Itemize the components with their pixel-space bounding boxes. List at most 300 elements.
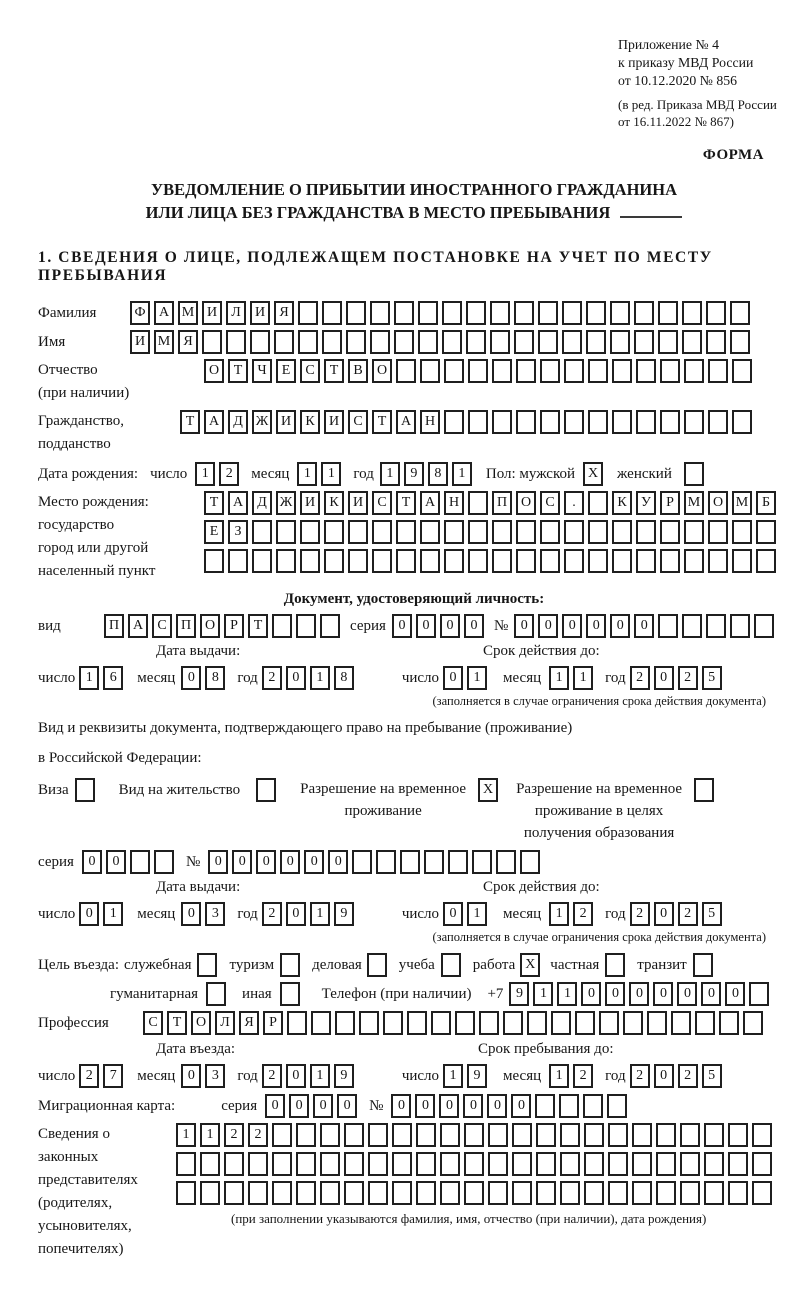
- profession-cell[interactable]: [719, 1011, 739, 1035]
- expiry-year-cell[interactable]: 0: [654, 666, 674, 690]
- entry-month-cell[interactable]: 3: [205, 1064, 225, 1088]
- visa-checkbox[interactable]: [75, 778, 95, 802]
- representatives-row3-cell[interactable]: [560, 1181, 580, 1205]
- phone-cell[interactable]: 0: [629, 982, 649, 1006]
- representatives-row1-cell[interactable]: 1: [200, 1123, 220, 1147]
- doc-type-cell[interactable]: П: [104, 614, 124, 638]
- representatives-row3-cell[interactable]: [728, 1181, 748, 1205]
- temp-permit-checkbox[interactable]: X: [478, 778, 498, 802]
- profession-cell[interactable]: [623, 1011, 643, 1035]
- representatives-row3-cell[interactable]: [272, 1181, 292, 1205]
- profession-cell[interactable]: [407, 1011, 427, 1035]
- representatives-row1-cell[interactable]: [536, 1123, 556, 1147]
- representatives-row1-cell[interactable]: [368, 1123, 388, 1147]
- representatives-row2-cell[interactable]: [656, 1152, 676, 1176]
- firstname-cell[interactable]: [466, 330, 486, 354]
- phone-cell[interactable]: 0: [677, 982, 697, 1006]
- representatives-row2-cell[interactable]: [680, 1152, 700, 1176]
- residence-issue-year-cell[interactable]: 2: [262, 902, 282, 926]
- citizenship-cell[interactable]: С: [348, 410, 368, 434]
- patronymic-cell[interactable]: [636, 359, 656, 383]
- doc-number-cell[interactable]: 0: [610, 614, 630, 638]
- residence-series-cell[interactable]: [130, 850, 150, 874]
- surname-cell[interactable]: Ф: [130, 301, 150, 325]
- doc-type-cell[interactable]: С: [152, 614, 172, 638]
- stay-day-cell[interactable]: 1: [443, 1064, 463, 1088]
- surname-cell[interactable]: [298, 301, 318, 325]
- representatives-row3-cell[interactable]: [224, 1181, 244, 1205]
- patronymic-cell[interactable]: О: [372, 359, 392, 383]
- representatives-row3-cell[interactable]: [392, 1181, 412, 1205]
- surname-cell[interactable]: А: [154, 301, 174, 325]
- birthplace-row3-cell[interactable]: [468, 549, 488, 573]
- expiry-month-cell[interactable]: 1: [549, 666, 569, 690]
- firstname-cell[interactable]: [298, 330, 318, 354]
- migration-card-series-cell[interactable]: 0: [265, 1094, 285, 1118]
- migration-card-number-cell[interactable]: 0: [439, 1094, 459, 1118]
- residence-expiry-month-cell[interactable]: 2: [573, 902, 593, 926]
- birth-year-cell[interactable]: 8: [428, 462, 448, 486]
- residence-number-cell[interactable]: 0: [208, 850, 228, 874]
- migration-card-series-cell[interactable]: 0: [313, 1094, 333, 1118]
- expiry-year-cell[interactable]: 2: [678, 666, 698, 690]
- entry-year-cell[interactable]: 2: [262, 1064, 282, 1088]
- firstname-cell[interactable]: [394, 330, 414, 354]
- firstname-cell[interactable]: [346, 330, 366, 354]
- birthplace-row2-cell[interactable]: [732, 520, 752, 544]
- firstname-cell[interactable]: [514, 330, 534, 354]
- residence-issue-day-cell[interactable]: 1: [103, 902, 123, 926]
- birthplace-row1-cell[interactable]: Д: [252, 491, 272, 515]
- patronymic-cell[interactable]: [540, 359, 560, 383]
- purpose-business-checkbox[interactable]: [367, 953, 387, 977]
- residence-series-cell[interactable]: 0: [82, 850, 102, 874]
- representatives-row1-cell[interactable]: [728, 1123, 748, 1147]
- citizenship-cell[interactable]: Ж: [252, 410, 272, 434]
- birth-month-cell[interactable]: 1: [297, 462, 317, 486]
- doc-number-cell[interactable]: [706, 614, 726, 638]
- edu-permit-checkbox[interactable]: [694, 778, 714, 802]
- citizenship-cell[interactable]: [516, 410, 536, 434]
- birthplace-row2-cell[interactable]: [636, 520, 656, 544]
- surname-cell[interactable]: [634, 301, 654, 325]
- firstname-cell[interactable]: [418, 330, 438, 354]
- birthplace-row3-cell[interactable]: [252, 549, 272, 573]
- representatives-row1-cell[interactable]: [752, 1123, 772, 1147]
- sex-female-checkbox[interactable]: [684, 462, 704, 486]
- citizenship-cell[interactable]: [684, 410, 704, 434]
- purpose-official-checkbox[interactable]: [197, 953, 217, 977]
- representatives-row2-cell[interactable]: [584, 1152, 604, 1176]
- issue-day-cell[interactable]: 6: [103, 666, 123, 690]
- representatives-row2-cell[interactable]: [344, 1152, 364, 1176]
- representatives-row1-cell[interactable]: [272, 1123, 292, 1147]
- stay-year-cell[interactable]: 2: [678, 1064, 698, 1088]
- firstname-cell[interactable]: [226, 330, 246, 354]
- surname-cell[interactable]: [466, 301, 486, 325]
- residence-number-cell[interactable]: 0: [256, 850, 276, 874]
- residence-expiry-year-cell[interactable]: 0: [654, 902, 674, 926]
- representatives-row2-cell[interactable]: [392, 1152, 412, 1176]
- migration-card-number-cell[interactable]: [607, 1094, 627, 1118]
- birthplace-row3-cell[interactable]: [492, 549, 512, 573]
- surname-cell[interactable]: И: [250, 301, 270, 325]
- residence-number-cell[interactable]: [400, 850, 420, 874]
- representatives-row2-cell[interactable]: [536, 1152, 556, 1176]
- firstname-cell[interactable]: [442, 330, 462, 354]
- profession-cell[interactable]: [479, 1011, 499, 1035]
- surname-cell[interactable]: [394, 301, 414, 325]
- surname-cell[interactable]: Л: [226, 301, 246, 325]
- birthplace-row1-cell[interactable]: М: [732, 491, 752, 515]
- firstname-cell[interactable]: [586, 330, 606, 354]
- firstname-cell[interactable]: [370, 330, 390, 354]
- doc-type-cell[interactable]: А: [128, 614, 148, 638]
- birthplace-row2-cell[interactable]: [684, 520, 704, 544]
- representatives-row3-cell[interactable]: [296, 1181, 316, 1205]
- representatives-row2-cell[interactable]: [632, 1152, 652, 1176]
- birthplace-row2-cell[interactable]: [588, 520, 608, 544]
- birthplace-row3-cell[interactable]: [372, 549, 392, 573]
- migration-card-number-cell[interactable]: 0: [463, 1094, 483, 1118]
- citizenship-cell[interactable]: [492, 410, 512, 434]
- migration-card-number-cell[interactable]: 0: [511, 1094, 531, 1118]
- representatives-row1-cell[interactable]: [344, 1123, 364, 1147]
- birthplace-row2-cell[interactable]: [564, 520, 584, 544]
- migration-card-number-cell[interactable]: 0: [487, 1094, 507, 1118]
- birthplace-row2-cell[interactable]: [444, 520, 464, 544]
- surname-cell[interactable]: [514, 301, 534, 325]
- patronymic-cell[interactable]: В: [348, 359, 368, 383]
- purpose-private-checkbox[interactable]: [605, 953, 625, 977]
- surname-cell[interactable]: [370, 301, 390, 325]
- birthplace-row1-cell[interactable]: У: [636, 491, 656, 515]
- profession-cell[interactable]: [527, 1011, 547, 1035]
- profession-cell[interactable]: [455, 1011, 475, 1035]
- residence-number-cell[interactable]: [496, 850, 516, 874]
- patronymic-cell[interactable]: [564, 359, 584, 383]
- birthplace-row1-cell[interactable]: [468, 491, 488, 515]
- birthplace-row3-cell[interactable]: [684, 549, 704, 573]
- representatives-row2-cell[interactable]: [200, 1152, 220, 1176]
- issue-year-cell[interactable]: 2: [262, 666, 282, 690]
- birthplace-row1-cell[interactable]: А: [420, 491, 440, 515]
- birth-year-cell[interactable]: 1: [452, 462, 472, 486]
- migration-card-number-cell[interactable]: [583, 1094, 603, 1118]
- firstname-cell[interactable]: [202, 330, 222, 354]
- issue-day-cell[interactable]: 1: [79, 666, 99, 690]
- surname-cell[interactable]: [562, 301, 582, 325]
- profession-cell[interactable]: [383, 1011, 403, 1035]
- representatives-row2-cell[interactable]: [488, 1152, 508, 1176]
- residence-number-cell[interactable]: [376, 850, 396, 874]
- birthplace-row2-cell[interactable]: [252, 520, 272, 544]
- surname-cell[interactable]: М: [178, 301, 198, 325]
- representatives-row1-cell[interactable]: [680, 1123, 700, 1147]
- stay-year-cell[interactable]: 2: [630, 1064, 650, 1088]
- patronymic-cell[interactable]: Т: [324, 359, 344, 383]
- residence-number-cell[interactable]: [424, 850, 444, 874]
- citizenship-cell[interactable]: [468, 410, 488, 434]
- doc-number-cell[interactable]: 0: [562, 614, 582, 638]
- birthplace-row1-cell[interactable]: К: [612, 491, 632, 515]
- surname-cell[interactable]: [490, 301, 510, 325]
- birthplace-row3-cell[interactable]: [420, 549, 440, 573]
- doc-series-cell[interactable]: 0: [392, 614, 412, 638]
- residence-expiry-year-cell[interactable]: 5: [702, 902, 722, 926]
- citizenship-cell[interactable]: [564, 410, 584, 434]
- phone-cell[interactable]: [749, 982, 769, 1006]
- birthplace-row3-cell[interactable]: [636, 549, 656, 573]
- issue-month-cell[interactable]: 0: [181, 666, 201, 690]
- patronymic-cell[interactable]: [468, 359, 488, 383]
- citizenship-cell[interactable]: [732, 410, 752, 434]
- birthplace-row3-cell[interactable]: [588, 549, 608, 573]
- residence-issue-day-cell[interactable]: 0: [79, 902, 99, 926]
- profession-cell[interactable]: [551, 1011, 571, 1035]
- residence-expiry-day-cell[interactable]: 1: [467, 902, 487, 926]
- surname-cell[interactable]: [730, 301, 750, 325]
- migration-card-number-cell[interactable]: 0: [391, 1094, 411, 1118]
- representatives-row3-cell[interactable]: [536, 1181, 556, 1205]
- patronymic-cell[interactable]: [660, 359, 680, 383]
- doc-number-cell[interactable]: [658, 614, 678, 638]
- patronymic-cell[interactable]: Е: [276, 359, 296, 383]
- surname-cell[interactable]: И: [202, 301, 222, 325]
- representatives-row3-cell[interactable]: [512, 1181, 532, 1205]
- birthplace-row1-cell[interactable]: О: [516, 491, 536, 515]
- birthplace-row1-cell[interactable]: С: [540, 491, 560, 515]
- birthplace-row3-cell[interactable]: [660, 549, 680, 573]
- residence-expiry-month-cell[interactable]: 1: [549, 902, 569, 926]
- citizenship-cell[interactable]: Т: [180, 410, 200, 434]
- residence-issue-month-cell[interactable]: 0: [181, 902, 201, 926]
- patronymic-cell[interactable]: [396, 359, 416, 383]
- representatives-row2-cell[interactable]: [248, 1152, 268, 1176]
- representatives-row1-cell[interactable]: [632, 1123, 652, 1147]
- birthplace-row1-cell[interactable]: О: [708, 491, 728, 515]
- patronymic-cell[interactable]: С: [300, 359, 320, 383]
- birthplace-row2-cell[interactable]: [324, 520, 344, 544]
- citizenship-cell[interactable]: [612, 410, 632, 434]
- birthplace-row1-cell[interactable]: М: [684, 491, 704, 515]
- migration-card-series-cell[interactable]: 0: [289, 1094, 309, 1118]
- purpose-transit-checkbox[interactable]: [693, 953, 713, 977]
- doc-series-cell[interactable]: 0: [416, 614, 436, 638]
- firstname-cell[interactable]: [538, 330, 558, 354]
- patronymic-cell[interactable]: [492, 359, 512, 383]
- profession-cell[interactable]: С: [143, 1011, 163, 1035]
- phone-cell[interactable]: 0: [605, 982, 625, 1006]
- profession-cell[interactable]: [599, 1011, 619, 1035]
- citizenship-cell[interactable]: [540, 410, 560, 434]
- birthplace-row1-cell[interactable]: П: [492, 491, 512, 515]
- citizenship-cell[interactable]: [636, 410, 656, 434]
- representatives-row1-cell[interactable]: [392, 1123, 412, 1147]
- doc-type-cell[interactable]: [296, 614, 316, 638]
- birthplace-row1-cell[interactable]: И: [348, 491, 368, 515]
- representatives-row1-cell[interactable]: [656, 1123, 676, 1147]
- representatives-row3-cell[interactable]: [680, 1181, 700, 1205]
- representatives-row3-cell[interactable]: [704, 1181, 724, 1205]
- citizenship-cell[interactable]: [444, 410, 464, 434]
- purpose-humanitarian-checkbox[interactable]: [206, 982, 226, 1006]
- birthplace-row3-cell[interactable]: [612, 549, 632, 573]
- doc-number-cell[interactable]: 0: [514, 614, 534, 638]
- birthplace-row3-cell[interactable]: [348, 549, 368, 573]
- profession-cell[interactable]: [431, 1011, 451, 1035]
- firstname-cell[interactable]: И: [130, 330, 150, 354]
- stay-month-cell[interactable]: 2: [573, 1064, 593, 1088]
- representatives-row3-cell[interactable]: [752, 1181, 772, 1205]
- birthplace-row1-cell[interactable]: Т: [396, 491, 416, 515]
- representatives-row2-cell[interactable]: [176, 1152, 196, 1176]
- representatives-row3-cell[interactable]: [632, 1181, 652, 1205]
- birthplace-row3-cell[interactable]: [204, 549, 224, 573]
- representatives-row1-cell[interactable]: 2: [224, 1123, 244, 1147]
- birth-day-cell[interactable]: 2: [219, 462, 239, 486]
- patronymic-cell[interactable]: [612, 359, 632, 383]
- representatives-row2-cell[interactable]: [728, 1152, 748, 1176]
- representatives-row1-cell[interactable]: [704, 1123, 724, 1147]
- migration-card-series-cell[interactable]: 0: [337, 1094, 357, 1118]
- representatives-row2-cell[interactable]: [368, 1152, 388, 1176]
- profession-cell[interactable]: [743, 1011, 763, 1035]
- residence-expiry-year-cell[interactable]: 2: [630, 902, 650, 926]
- entry-month-cell[interactable]: 0: [181, 1064, 201, 1088]
- residence-issue-year-cell[interactable]: 0: [286, 902, 306, 926]
- citizenship-cell[interactable]: [588, 410, 608, 434]
- surname-cell[interactable]: [418, 301, 438, 325]
- residence-number-cell[interactable]: [520, 850, 540, 874]
- birthplace-row2-cell[interactable]: [468, 520, 488, 544]
- profession-cell[interactable]: [287, 1011, 307, 1035]
- profession-cell[interactable]: [503, 1011, 523, 1035]
- residence-number-cell[interactable]: 0: [232, 850, 252, 874]
- entry-day-cell[interactable]: 7: [103, 1064, 123, 1088]
- representatives-row2-cell[interactable]: [752, 1152, 772, 1176]
- doc-number-cell[interactable]: [754, 614, 774, 638]
- birthplace-row2-cell[interactable]: [612, 520, 632, 544]
- expiry-year-cell[interactable]: 5: [702, 666, 722, 690]
- doc-number-cell[interactable]: [730, 614, 750, 638]
- profession-cell[interactable]: [575, 1011, 595, 1035]
- firstname-cell[interactable]: [562, 330, 582, 354]
- birth-day-cell[interactable]: 1: [195, 462, 215, 486]
- residence-series-cell[interactable]: [154, 850, 174, 874]
- representatives-row3-cell[interactable]: [656, 1181, 676, 1205]
- birthplace-row2-cell[interactable]: [372, 520, 392, 544]
- issue-year-cell[interactable]: 8: [334, 666, 354, 690]
- birthplace-row3-cell[interactable]: [228, 549, 248, 573]
- representatives-row1-cell[interactable]: [440, 1123, 460, 1147]
- birthplace-row1-cell[interactable]: Ж: [276, 491, 296, 515]
- profession-cell[interactable]: Я: [239, 1011, 259, 1035]
- firstname-cell[interactable]: [250, 330, 270, 354]
- profession-cell[interactable]: Л: [215, 1011, 235, 1035]
- birthplace-row2-cell[interactable]: [516, 520, 536, 544]
- representatives-row1-cell[interactable]: [464, 1123, 484, 1147]
- representatives-row1-cell[interactable]: 2: [248, 1123, 268, 1147]
- firstname-cell[interactable]: Я: [178, 330, 198, 354]
- representatives-row3-cell[interactable]: [344, 1181, 364, 1205]
- birthplace-row2-cell[interactable]: [708, 520, 728, 544]
- expiry-day-cell[interactable]: 1: [467, 666, 487, 690]
- representatives-row2-cell[interactable]: [464, 1152, 484, 1176]
- citizenship-cell[interactable]: И: [324, 410, 344, 434]
- patronymic-cell[interactable]: [588, 359, 608, 383]
- doc-series-cell[interactable]: 0: [440, 614, 460, 638]
- patronymic-cell[interactable]: [420, 359, 440, 383]
- profession-cell[interactable]: [647, 1011, 667, 1035]
- representatives-row1-cell[interactable]: [320, 1123, 340, 1147]
- stay-month-cell[interactable]: 1: [549, 1064, 569, 1088]
- phone-cell[interactable]: 0: [653, 982, 673, 1006]
- birthplace-row1-cell[interactable]: Н: [444, 491, 464, 515]
- issue-year-cell[interactable]: 1: [310, 666, 330, 690]
- birthplace-row3-cell[interactable]: [516, 549, 536, 573]
- migration-card-number-cell[interactable]: [535, 1094, 555, 1118]
- doc-type-cell[interactable]: Р: [224, 614, 244, 638]
- expiry-year-cell[interactable]: 2: [630, 666, 650, 690]
- firstname-cell[interactable]: [682, 330, 702, 354]
- representatives-row3-cell[interactable]: [464, 1181, 484, 1205]
- profession-cell[interactable]: Т: [167, 1011, 187, 1035]
- surname-cell[interactable]: [706, 301, 726, 325]
- birthplace-row3-cell[interactable]: [708, 549, 728, 573]
- citizenship-cell[interactable]: Н: [420, 410, 440, 434]
- profession-cell[interactable]: [335, 1011, 355, 1035]
- representatives-row1-cell[interactable]: [488, 1123, 508, 1147]
- migration-card-number-cell[interactable]: 0: [415, 1094, 435, 1118]
- doc-type-cell[interactable]: Т: [248, 614, 268, 638]
- purpose-other-checkbox[interactable]: [280, 982, 300, 1006]
- residence-number-cell[interactable]: 0: [304, 850, 324, 874]
- firstname-cell[interactable]: М: [154, 330, 174, 354]
- birthplace-row3-cell[interactable]: [396, 549, 416, 573]
- doc-type-cell[interactable]: [272, 614, 292, 638]
- residence-issue-month-cell[interactable]: 3: [205, 902, 225, 926]
- representatives-row2-cell[interactable]: [296, 1152, 316, 1176]
- birthplace-row3-cell[interactable]: [324, 549, 344, 573]
- birthplace-row1-cell[interactable]: .: [564, 491, 584, 515]
- birthplace-row1-cell[interactable]: Т: [204, 491, 224, 515]
- representatives-row3-cell[interactable]: [584, 1181, 604, 1205]
- firstname-cell[interactable]: [274, 330, 294, 354]
- profession-cell[interactable]: [695, 1011, 715, 1035]
- firstname-cell[interactable]: [322, 330, 342, 354]
- birthplace-row1-cell[interactable]: И: [300, 491, 320, 515]
- firstname-cell[interactable]: [658, 330, 678, 354]
- representatives-row2-cell[interactable]: [272, 1152, 292, 1176]
- birthplace-row2-cell[interactable]: З: [228, 520, 248, 544]
- citizenship-cell[interactable]: А: [396, 410, 416, 434]
- entry-year-cell[interactable]: 1: [310, 1064, 330, 1088]
- citizenship-cell[interactable]: [660, 410, 680, 434]
- birthplace-row2-cell[interactable]: [300, 520, 320, 544]
- phone-cell[interactable]: 0: [725, 982, 745, 1006]
- birthplace-row3-cell[interactable]: [756, 549, 776, 573]
- representatives-row2-cell[interactable]: [224, 1152, 244, 1176]
- birthplace-row2-cell[interactable]: [540, 520, 560, 544]
- surname-cell[interactable]: [442, 301, 462, 325]
- residence-number-cell[interactable]: [448, 850, 468, 874]
- purpose-tourism-checkbox[interactable]: [280, 953, 300, 977]
- residence-number-cell[interactable]: 0: [328, 850, 348, 874]
- doc-number-cell[interactable]: 0: [586, 614, 606, 638]
- phone-cell[interactable]: 9: [509, 982, 529, 1006]
- residence-expiry-year-cell[interactable]: 2: [678, 902, 698, 926]
